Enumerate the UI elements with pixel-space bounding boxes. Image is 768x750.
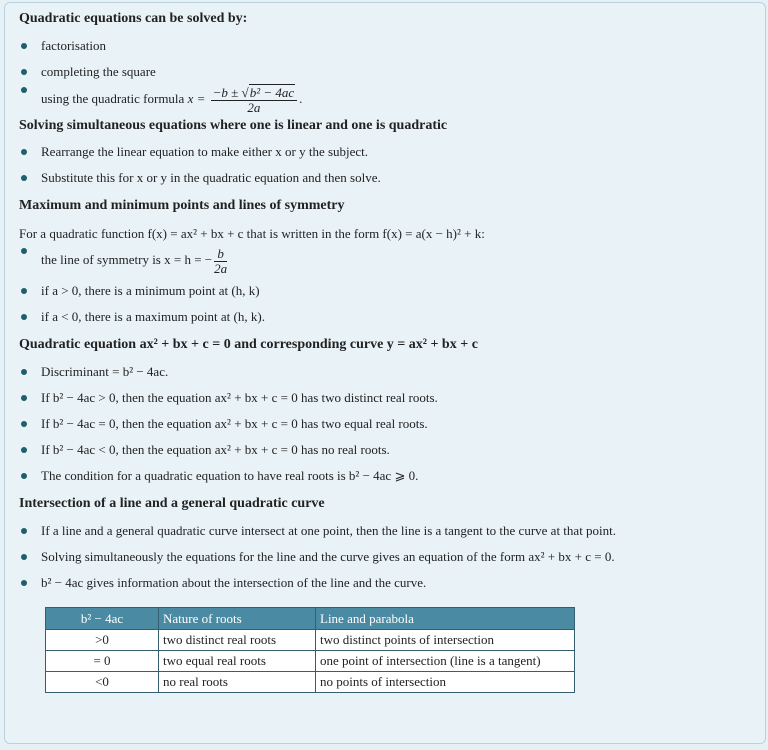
symmetry-fraction: [214, 247, 227, 276]
bullet-maximum-point: if a < 0, there is a maximum point at (h, k).: [19, 309, 265, 325]
table-row: [46, 630, 575, 651]
function-intro: For a quadratic function f(x) = ax² + bx + c that is written in the form f(x) = a(x − h)² + k:: [19, 226, 485, 241]
table-cell: two distinct points of intersection: [316, 630, 575, 651]
table-header-row: [46, 608, 575, 630]
bullet-simultaneous-curve: Solving simultaneously the equations for the line and the curve gives an equation of the form ax² + bx + c = 0.: [19, 549, 615, 565]
symmetry-denominator: 2a: [214, 260, 228, 276]
header-line-and-parabola: Line and parabola: [316, 608, 575, 630]
bullet-equal-roots: If b² − 4ac = 0, then the equation ax² + bx + c = 0 has two equal real roots.: [19, 416, 428, 432]
bullet-no-real-roots: If b² − 4ac < 0, then the equation ax² + bx + c = 0 has no real roots.: [19, 442, 390, 458]
revision-page: [4, 2, 766, 744]
symmetry-text: the line of symmetry is x = h = −: [41, 252, 213, 267]
table-cell: two equal real roots: [159, 651, 316, 672]
table-row: [46, 672, 575, 693]
heading-max-min: Maximum and minimum points and lines of symmetry: [19, 198, 345, 213]
quadratic-formula-fraction: [211, 86, 298, 115]
bullet-minimum-point: if a > 0, there is a minimum point at (h, k): [19, 283, 260, 299]
table-cell: two distinct real roots: [159, 630, 316, 651]
formula-numerator: −b ±: [212, 84, 242, 100]
heading-solving-methods: Quadratic equations can be solved by:: [19, 11, 248, 26]
formula-lhs: x =: [187, 91, 206, 106]
heading-simultaneous: Solving simultaneous equations where one is linear and one is quadratic: [19, 118, 448, 133]
bullet-rearrange: Rearrange the linear equation to make either x or y the subject.: [19, 144, 368, 160]
bullet-discriminant: Discriminant = b² − 4ac.: [19, 364, 168, 380]
bullet-distinct-roots: If b² − 4ac > 0, then the equation ax² + bx + c = 0 has two distinct real roots.: [19, 390, 438, 406]
bullet-factorisation: factorisation: [19, 38, 106, 54]
bullet-intersection-info: b² − 4ac gives information about the intersection of the line and the curve.: [19, 575, 426, 591]
bullet-line-of-symmetry: [19, 243, 229, 277]
roots-table: [45, 607, 575, 693]
formula-radicand: b² − 4ac: [249, 84, 295, 100]
heading-discriminant: Quadratic equation ax² + bx + c = 0 and corresponding curve y = ax² + bx + c: [19, 337, 478, 352]
bullet-substitute: Substitute this for x or y in the quadratic equation and then solve.: [19, 170, 381, 186]
bullet-tangent: If a line and a general quadratic curve intersect at one point, then the line is a tangent to the curve at that point.: [19, 523, 616, 539]
table-cell: = 0: [46, 651, 159, 672]
table-cell: no points of intersection: [316, 672, 575, 693]
symmetry-numerator: b: [214, 247, 227, 262]
table-cell: one point of intersection (line is a tangent): [316, 651, 575, 672]
header-nature-of-roots: Nature of roots: [159, 608, 316, 630]
table-row: [46, 651, 575, 672]
formula-intro: using the quadratic formula: [41, 91, 185, 106]
formula-denominator: 2a: [247, 99, 261, 115]
sqrt-icon: √: [241, 84, 249, 100]
bullet-quadratic-formula: using the quadratic formula x = $\frac{\text{−b ± √b² − 4ac}}{2a}$ .: [19, 82, 302, 116]
header-discriminant: b² − 4ac: [46, 608, 159, 630]
table-cell: >0: [46, 630, 159, 651]
bullet-completing-square: completing the square: [19, 64, 156, 80]
heading-intersection: Intersection of a line and a general quadratic curve: [19, 496, 325, 511]
table-cell: no real roots: [159, 672, 316, 693]
bullet-real-roots-condition: The condition for a quadratic equation to have real roots is b² − 4ac ⩾ 0.: [19, 468, 418, 484]
table-cell: <0: [46, 672, 159, 693]
